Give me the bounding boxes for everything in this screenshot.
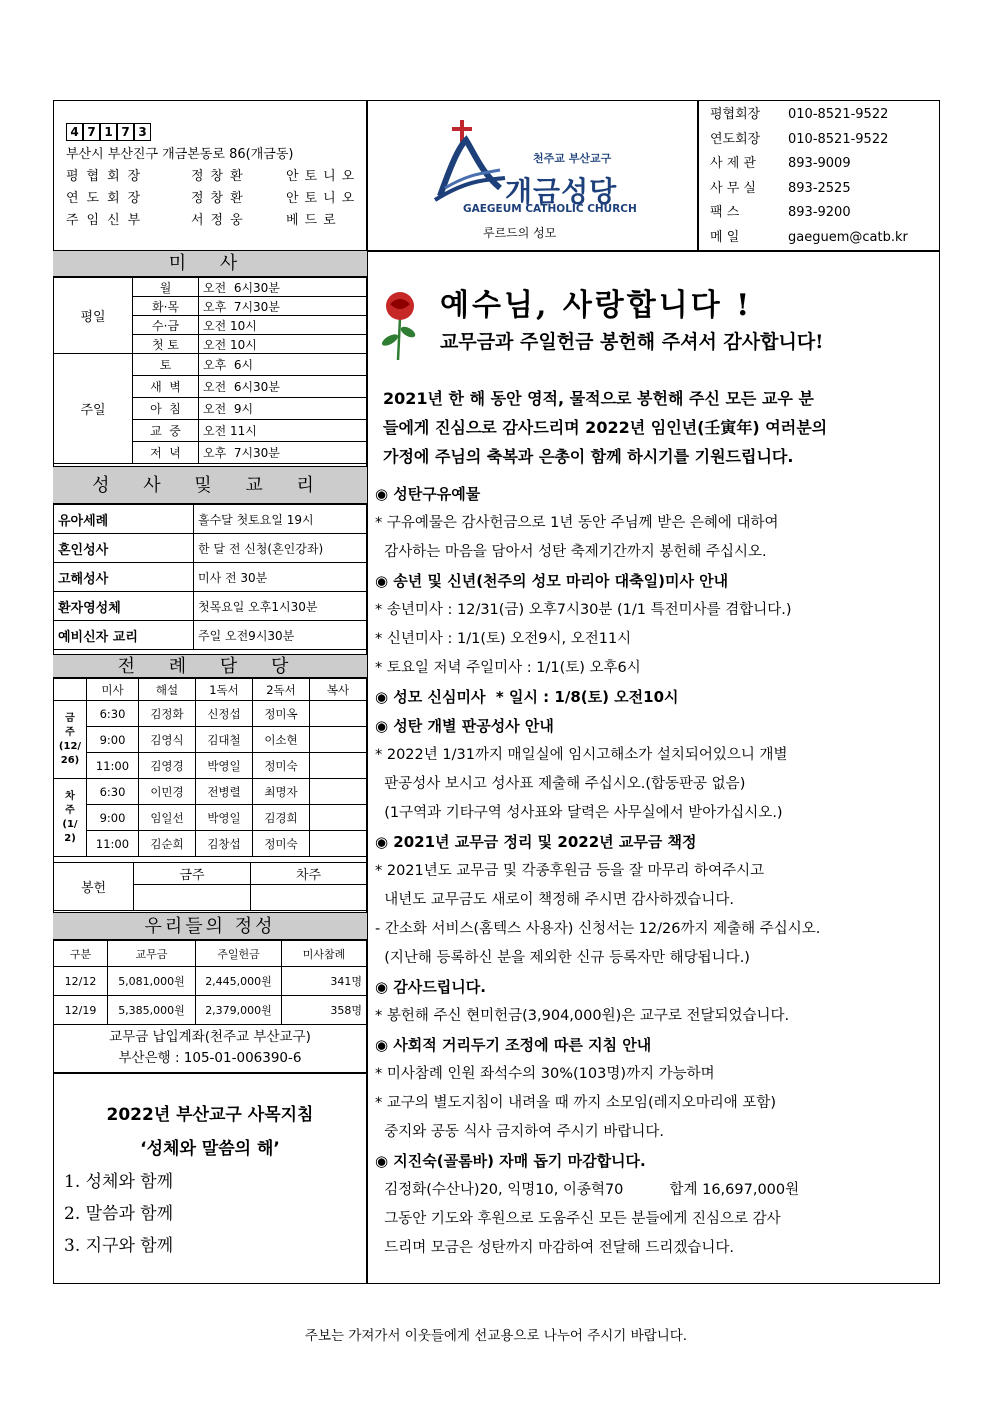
logo-subtitle: 천주교 부산교구 <box>533 152 612 165</box>
pastoral-subtitle: ‘성체와 말씀의 해’ <box>140 1139 280 1159</box>
intro-text <box>383 384 827 471</box>
sacraments-heading: 성 사 및 교 리 <box>53 466 367 504</box>
sacraments-table: 유아세례 홀수달 첫토요일 19시 혼인성사 한 달 전 신청(혼인강좌) 고해성사 미사 전 30분 환자영성체 첫목요일 오후1시30분 예비신자 교리 주일 오전9시30분 <box>53 504 367 650</box>
notice-line: - 간소화 서비스(홈텍스 사용자) 신청서는 12/26까지 제출해 주십시오. <box>375 921 821 937</box>
account-info <box>53 1027 367 1069</box>
intro-line: 들에게 진심으로 감사드리며 2022년 임인년(壬寅年) 여러분의 <box>383 418 828 437</box>
notice-heading: ◉ 사회적 거리두기 조정에 따른 지침 안내 <box>375 1036 652 1054</box>
pastoral-heading <box>53 1098 367 1166</box>
intro-line: 가정에 주님의 축복과 은총이 함께 하시기를 기원드립니다. <box>383 447 794 466</box>
notice-line: * 2021년도 교무금 및 각종후원금 등을 잘 마무리 하여주시고 <box>375 863 765 879</box>
notice-heading: ◉ 송년 및 신년(천주의 성모 마리아 대축일)미사 안내 <box>375 572 729 590</box>
notice-line: * 교구의 별도지침이 내려올 때 까지 소모임(레지오마리애 포함) <box>375 1095 777 1111</box>
notice-heading: ◉ 성탄 개별 판공성사 안내 <box>375 717 554 735</box>
notice-heading: ◉ 성탄구유예물 <box>375 485 481 503</box>
footer-note: 주보는 가져가서 이웃들에게 선교용으로 나누어 주시기 바랍니다. <box>304 1328 688 1344</box>
address: 부산시 부산진구 개금본동로 86(개금동) <box>66 147 294 162</box>
notice-line: 판공성사 보시고 성사표 제출해 주십시오.(합동판공 없음) <box>375 776 746 792</box>
headline: 예수님, 사랑합니다 ! <box>440 288 753 323</box>
account-line: 교무금 납입계좌(천주교 부산교구) <box>109 1029 311 1045</box>
notice-line: 그동안 기도와 후원으로 도움주신 모든 분들에게 진심으로 감사 <box>375 1211 781 1227</box>
notice-heading: ◉ 성모 신심미사 * 일시 : 1/8(토) 오전10시 <box>375 688 679 706</box>
mass-table: 평일 월 오전 6시30분 화·목 오후 7시30분 수·금 오전 10시 첫 토 오전 10시 주일 토 오후 6시 새 벽 오전 6시30분 아 침 오전 9시 교 중 오전 11시 저 녁 오후 7시30분 <box>53 277 367 464</box>
list-item: 3. 지구와 함께 <box>64 1236 174 1256</box>
mass-heading: 미 사 <box>53 251 367 277</box>
donations-heading: 우리들의 정성 <box>53 912 367 940</box>
contact-row: 연도회장 010-8521-9522 <box>710 131 889 147</box>
logo-english: GAEGEUM CATHOLIC CHURCH <box>463 203 637 215</box>
contact-row: 메 일 gaeguem@catb.kr <box>710 229 908 245</box>
pastoral-title: 2022년 부산교구 사목지침 <box>106 1105 314 1125</box>
liturgy-table: 미사 해설 1독서 2독서 복사 금 주 (12/ 26) 6:30 김정화 신정섭 정미옥 9:00 김영식 김대철 이소현 11:00 김영경 박영일 정미숙 차 주 (1/ 2) 6:30 이민경 전병렬 최명자 9:00 임일선 박영일 김경희 11:00 김순희 김창섭 정미숙 <box>53 678 367 857</box>
notice-line: * 구유예물은 감사헌금으로 1년 동안 주님께 받은 은혜에 대하여 <box>375 515 779 531</box>
notice-line: 김정화(수산나)20, 익명10, 이종혁70 합계 16,697,000원 <box>375 1182 800 1198</box>
contact-row: 사 무 실 893-2525 <box>710 180 851 196</box>
notice-line: 드리며 모금은 성탄까지 마감하여 전달해 드리겠습니다. <box>375 1240 735 1256</box>
notice-heading: ◉ 지진숙(골롬바) 자매 돕기 마감합니다. <box>375 1152 646 1170</box>
notices <box>375 480 935 1263</box>
pastoral-divider <box>53 1072 367 1074</box>
donations-table: 구분 교무금 주일헌금 미사참례 12/12 5,081,000원 2,445,000원 341명 12/19 5,385,000원 2,379,000원 358명 <box>53 940 367 1025</box>
list-item: 1. 성체와 함께 <box>64 1172 174 1192</box>
header-divider <box>697 100 699 251</box>
logo-caption: 루르드의 성모 <box>483 226 557 240</box>
notice-line: (지난해 등록하신 분을 제외한 신규 등록자만 해당됩니다.) <box>375 950 750 966</box>
notice-line: * 미사참례 인원 좌석수의 30%(103명)까지 가능하며 <box>375 1066 715 1082</box>
notice-line: * 신년미사 : 1/1(토) 오전9시, 오전11시 <box>375 631 632 647</box>
notice-line: 중지와 공동 식사 금지하여 주시기 바랍니다. <box>375 1124 664 1140</box>
notice-line: (1구역과 기타구역 성사표와 달력은 사무실에서 받아가십시오.) <box>375 805 783 821</box>
contact-row: 사 제 관 893-9009 <box>710 156 851 171</box>
notice-heading: ◉ 2021년 교무금 정리 및 2022년 교무금 책정 <box>375 833 697 851</box>
notice-line: * 송년미사 : 12/31(금) 오후7시30분 (1/1 특전미사를 겸합니다.) <box>375 602 792 618</box>
contact-row: 팩 스 893-9200 <box>710 205 851 220</box>
notice-line: * 2022년 1/31까지 매일실에 임시고해소가 설치되어있으니 개별 <box>375 747 788 763</box>
notice-line: * 봉헌해 주신 현미헌금(3,904,000원)은 교구로 전달되었습니다. <box>375 1008 790 1024</box>
zip-code: 4 7 1 7 3 <box>66 122 360 144</box>
subheadline: 교무금과 주일헌금 봉헌해 주셔서 감사합니다! <box>440 331 824 353</box>
logo-title: 개금성당 <box>505 175 618 208</box>
parish-address-block <box>66 122 360 232</box>
contact-row: 평협회장 010-8521-9522 <box>710 107 889 122</box>
liturgy-heading: 전 례 담 당 <box>53 654 367 678</box>
notice-heading: ◉ 감사드립니다. <box>375 978 486 996</box>
pastoral-list <box>64 1166 173 1262</box>
rose-icon <box>374 288 424 363</box>
notice-line: 내년도 교무금도 새로이 책정해 주시면 감사하겠습니다. <box>375 892 735 908</box>
intro-line: 2021년 한 해 동안 영적, 물적으로 봉헌해 주신 모든 교우 분 <box>383 389 814 408</box>
contact-list <box>710 103 908 250</box>
role-row: 평협회장 정창환 안토니오 <box>66 169 361 184</box>
bank-account: 부산은행 : 105-01-006390-6 <box>118 1050 302 1066</box>
offering-table: 봉헌 금주 차주 <box>53 862 367 911</box>
notice-line: * 토요일 저녁 주일미사 : 1/1(토) 오후6시 <box>375 660 641 676</box>
role-row: 연도회장 정창환 안토니오 <box>66 191 361 206</box>
notice-line: 감사하는 마음을 담아서 성탄 축제기간까지 봉헌해 주십시오. <box>375 544 767 560</box>
role-row: 주임신부 서정웅 베드로 <box>66 213 342 228</box>
list-item: 2. 말씀과 함께 <box>64 1204 174 1224</box>
